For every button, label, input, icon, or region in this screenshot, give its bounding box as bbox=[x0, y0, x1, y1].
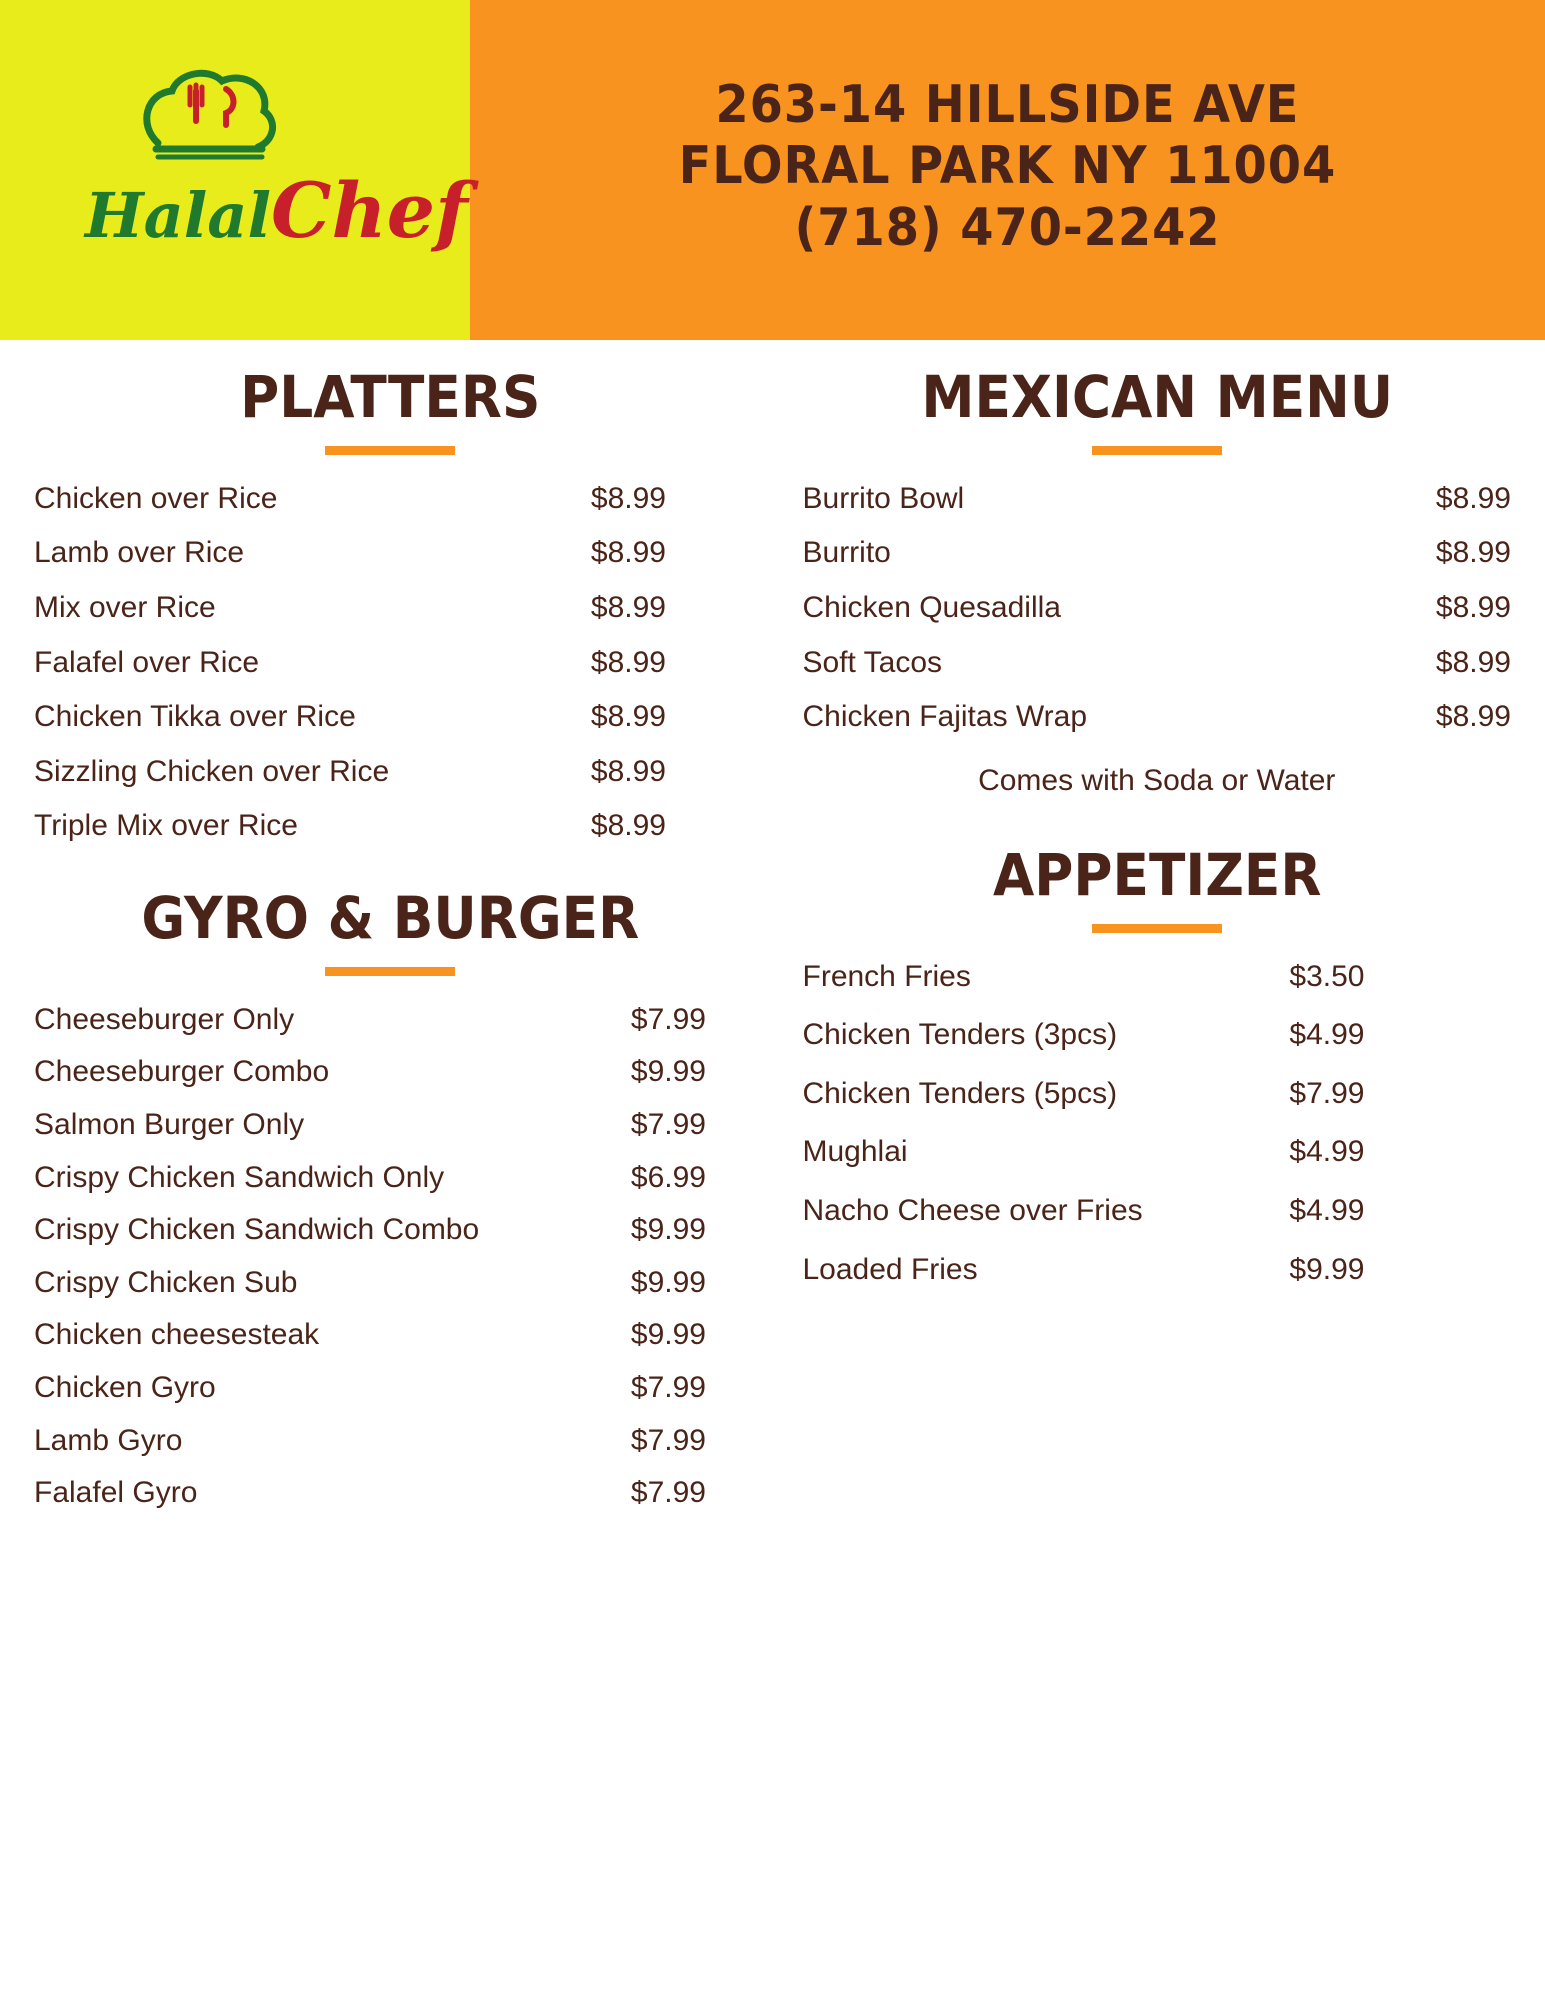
item-name: Sizzling Chicken over Rice bbox=[34, 754, 390, 788]
section-appetizer bbox=[802, 840, 1512, 1288]
item-name: Chicken cheesesteak bbox=[34, 1318, 320, 1352]
item-price: $9.99 bbox=[630, 1318, 706, 1352]
item-price: $9.99 bbox=[630, 1055, 706, 1089]
item-price: $8.99 bbox=[590, 590, 666, 624]
item-name: Crispy Chicken Sandwich Combo bbox=[34, 1213, 480, 1247]
item-name: Chicken Gyro bbox=[34, 1370, 216, 1404]
appetizer-item-list bbox=[803, 959, 1512, 1289]
item-price: $8.99 bbox=[590, 536, 666, 570]
item-name: Cheeseburger Combo bbox=[34, 1055, 330, 1089]
item-price: $8.99 bbox=[590, 645, 666, 679]
item-name: Triple Mix over Rice bbox=[34, 809, 298, 843]
item-name: Cheeseburger Only bbox=[34, 1002, 295, 1036]
list-item bbox=[803, 645, 1512, 682]
list-item bbox=[803, 481, 1512, 518]
list-item bbox=[803, 590, 1512, 627]
item-name: Burrito bbox=[802, 536, 891, 570]
menu-column-left bbox=[34, 363, 773, 1528]
item-name: Mughlai bbox=[802, 1135, 908, 1169]
section-gyro-burger bbox=[34, 883, 747, 1512]
item-name: Mix over Rice bbox=[34, 590, 216, 624]
section-title-appetizer: APPETIZER bbox=[992, 840, 1321, 909]
list-item bbox=[803, 1193, 1512, 1230]
item-name: Lamb Gyro bbox=[34, 1423, 183, 1457]
item-price: $8.99 bbox=[1435, 481, 1511, 515]
item-price: $9.99 bbox=[630, 1213, 706, 1247]
mexican-menu-note: Comes with Soda or Water bbox=[978, 763, 1336, 797]
list-item bbox=[34, 481, 747, 518]
chef-hat-with-fork-and-knife-icon bbox=[140, 65, 280, 185]
item-price: $8.99 bbox=[590, 809, 666, 843]
item-name: Lamb over Rice bbox=[34, 536, 245, 570]
item-price: $4.99 bbox=[1289, 1018, 1365, 1052]
item-price: $7.99 bbox=[1289, 1076, 1365, 1110]
list-item bbox=[34, 590, 747, 627]
menu-header bbox=[0, 0, 1545, 340]
item-name: Chicken Tenders (3pcs) bbox=[802, 1018, 1118, 1052]
phone-number: (718) 470-2242 bbox=[794, 197, 1221, 258]
item-name: Chicken Fajitas Wrap bbox=[802, 700, 1088, 734]
logo-panel bbox=[0, 0, 470, 340]
section-title-gyro-burger: GYRO & BURGER bbox=[141, 883, 640, 952]
item-price: $8.99 bbox=[1435, 536, 1511, 570]
section-rule bbox=[325, 967, 455, 976]
list-item bbox=[34, 754, 747, 791]
item-name: Chicken Quesadilla bbox=[802, 590, 1061, 624]
item-price: $8.99 bbox=[1435, 645, 1511, 679]
list-item bbox=[803, 959, 1512, 996]
section-rule bbox=[1092, 446, 1222, 455]
item-name: Burrito Bowl bbox=[802, 481, 965, 515]
list-item bbox=[803, 1134, 1512, 1171]
item-name: Chicken Tenders (5pcs) bbox=[802, 1076, 1118, 1110]
list-item bbox=[34, 535, 747, 572]
list-item bbox=[803, 1076, 1512, 1113]
item-name: Chicken over Rice bbox=[34, 481, 278, 515]
address-line-city: FLORAL PARK NY 11004 bbox=[678, 136, 1337, 197]
brand-logo bbox=[85, 55, 468, 285]
mexican-item-list bbox=[803, 481, 1512, 736]
item-price: $8.99 bbox=[590, 481, 666, 515]
list-item bbox=[34, 1054, 747, 1091]
menu-column-right bbox=[773, 363, 1512, 1528]
list-item bbox=[34, 1265, 747, 1302]
section-title-mexican-menu: MEXICAN MENU bbox=[920, 363, 1393, 431]
item-price: $4.99 bbox=[1289, 1193, 1365, 1227]
item-price: $7.99 bbox=[630, 1370, 706, 1404]
list-item bbox=[34, 699, 747, 736]
item-name: Chicken Tikka over Rice bbox=[34, 700, 356, 734]
item-name: Soft Tacos bbox=[802, 645, 943, 679]
item-name: Loaded Fries bbox=[802, 1252, 978, 1286]
brand-word-chef: Chef bbox=[271, 166, 468, 255]
item-price: $8.99 bbox=[590, 754, 666, 788]
item-price: $8.99 bbox=[1435, 590, 1511, 624]
item-name: Salmon Burger Only bbox=[34, 1107, 305, 1141]
item-name: Crispy Chicken Sub bbox=[34, 1265, 298, 1299]
list-item bbox=[34, 1002, 747, 1039]
list-item bbox=[34, 645, 747, 682]
list-item bbox=[34, 1212, 747, 1249]
item-price: $8.99 bbox=[1435, 700, 1511, 734]
gyro-burger-item-list bbox=[34, 1002, 747, 1512]
menu-body bbox=[0, 340, 1545, 1528]
address-line-street: 263-14 HILLSIDE AVE bbox=[715, 74, 1300, 135]
item-name: Falafel over Rice bbox=[34, 645, 260, 679]
item-name: Nacho Cheese over Fries bbox=[802, 1193, 1143, 1227]
section-rule bbox=[1092, 924, 1222, 933]
item-price: $7.99 bbox=[630, 1002, 706, 1036]
list-item bbox=[34, 1317, 747, 1354]
item-price: $9.99 bbox=[630, 1265, 706, 1299]
list-item bbox=[803, 535, 1512, 572]
item-price: $9.99 bbox=[1289, 1252, 1365, 1286]
section-platters bbox=[34, 363, 747, 845]
item-price: $7.99 bbox=[630, 1423, 706, 1457]
list-item bbox=[803, 1017, 1512, 1054]
list-item bbox=[34, 1107, 747, 1144]
item-price: $8.99 bbox=[590, 700, 666, 734]
list-item bbox=[803, 1252, 1512, 1289]
list-item bbox=[34, 1423, 747, 1460]
brand-word-halal: Halal bbox=[85, 179, 272, 252]
item-price: $6.99 bbox=[630, 1160, 706, 1194]
item-price: $7.99 bbox=[630, 1107, 706, 1141]
list-item bbox=[803, 699, 1512, 736]
item-name: Falafel Gyro bbox=[34, 1476, 198, 1510]
section-title-platters: PLATTERS bbox=[240, 363, 541, 431]
list-item bbox=[34, 1475, 747, 1512]
item-price: $3.50 bbox=[1289, 959, 1365, 993]
list-item bbox=[34, 1370, 747, 1407]
list-item bbox=[34, 1160, 747, 1197]
section-mexican-menu bbox=[802, 363, 1512, 798]
brand-wordmark bbox=[85, 166, 468, 255]
section-rule bbox=[325, 446, 455, 455]
platters-item-list bbox=[34, 481, 747, 845]
item-price: $7.99 bbox=[630, 1476, 706, 1510]
item-price: $4.99 bbox=[1289, 1135, 1365, 1169]
list-item bbox=[34, 808, 747, 845]
address-panel bbox=[470, 0, 1545, 340]
item-name: Crispy Chicken Sandwich Only bbox=[34, 1160, 445, 1194]
item-name: French Fries bbox=[802, 959, 971, 993]
